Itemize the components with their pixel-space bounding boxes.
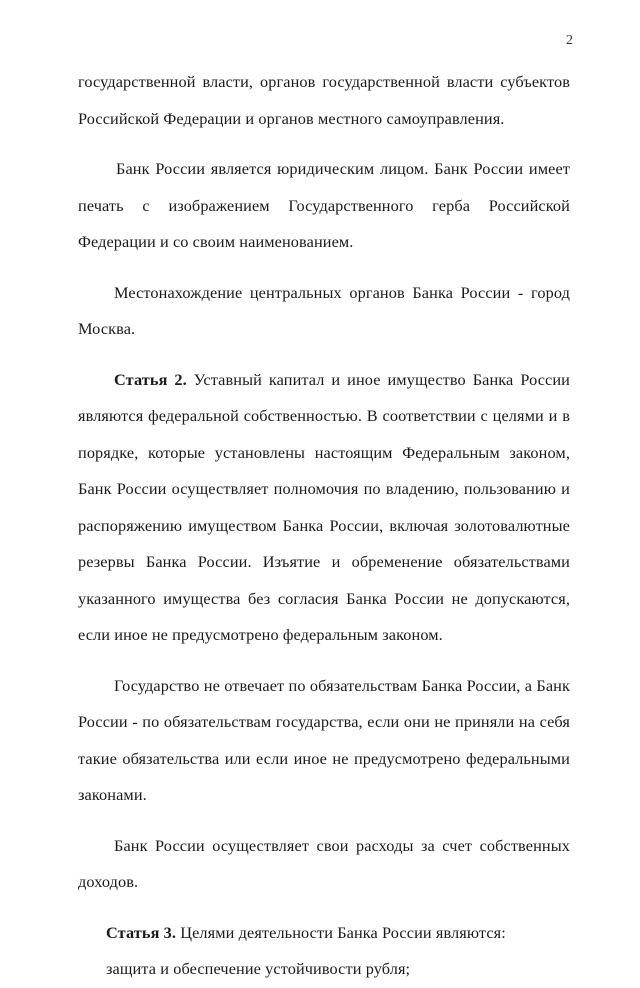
paragraph-5: Государство не отвечает по обязательствам Банка России, а Банк России - по обязательствам государства, если они не приняли на себя такие обязательства или если иное не предусмотрено федеральными законами. <box>78 675 570 804</box>
paragraph-8: защита и обеспечение устойчивости рубля; <box>106 959 411 978</box>
paragraph-1: государственной власти, органов государственной власти субъектов Российской Федерации и органов местного самоуправления. <box>78 72 570 128</box>
paragraph-3: Местонахождение центральных органов Банка России - город Москва. <box>78 282 570 338</box>
article-3-paragraph <box>78 915 570 952</box>
paragraph-2: Банк России является юридическим лицом. Банк России имеет печать с изображением Государственного герба Российской Федерации и со своим наименованием. <box>78 159 570 251</box>
page-number: 2 <box>566 33 573 48</box>
article-3-heading: Статья 3. <box>106 922 177 942</box>
document-body <box>78 64 570 988</box>
paragraph-6: Банк России осуществляет свои расходы за счет собственных доходов. <box>78 835 570 891</box>
article-2-paragraph <box>78 362 570 654</box>
article-2-heading: Статья 2. <box>114 369 187 389</box>
article-2-text: Уставный капитал и иное имущество Банка России являются федеральной собственностью. В соответствии с целями и в порядке, которые установлены настоящим Федеральным законом, Банк России осуществляет полномочия по владению, пользованию и распоряжению имуществом Банка России, включая золотовалютные резервы Банка России. Изъятие и обременение обязательствами указанного имущества без согласия Банка России не допускаются, если иное не предусмотрено федеральным законом. <box>78 369 570 644</box>
article-3-text: Целями деятельности Банка России являются: <box>176 922 506 942</box>
